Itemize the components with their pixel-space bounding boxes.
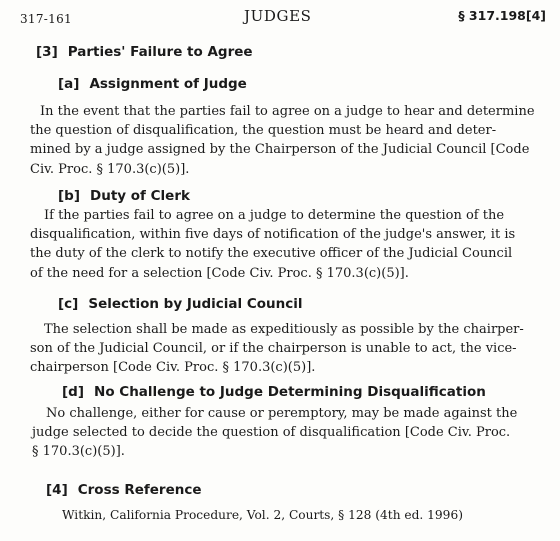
subsection-c-title: Selection by Judicial Council [88, 296, 303, 312]
section-3-title: Parties' Failure to Agree [67, 44, 253, 60]
section-3-number: [3] [36, 44, 58, 60]
section-3-heading [36, 44, 253, 60]
paragraph-line: The selection shall be made as expeditiously as possible by the chairper- [44, 322, 524, 337]
subsection-d-paragraph [32, 404, 538, 462]
cross-reference-paragraph [62, 506, 532, 525]
subsection-b-paragraph [30, 206, 538, 283]
subsection-d-title: No Challenge to Judge Determining Disqualification [94, 384, 486, 400]
cross-reference-citation: Witkin, California Procedure, Vol. 2, Courts, § 128 (4th ed. 1996) [62, 508, 463, 522]
page-number: 317-161 [20, 12, 72, 26]
paragraph-line: Civ. Proc. § 170.3(c)(5)]. [30, 161, 190, 177]
paragraph-line: disqualification, within five days of notification of the judge's answer, it is [30, 227, 516, 243]
section-4-title: Cross Reference [77, 482, 202, 498]
paragraph-line: of the need for a selection [Code Civ. Proc. § 170.3(c)(5)]. [30, 265, 409, 281]
paragraph-line: judge selected to decide the question of disqualification [Code Civ. Proc. [32, 425, 511, 441]
paragraph-line: No challenge, either for cause or peremptory, may be made against the [46, 406, 518, 421]
section-4-number: [4] [46, 482, 68, 498]
subsection-a-heading [58, 76, 247, 92]
subsection-b-heading [58, 188, 190, 204]
section-4-heading [46, 482, 202, 498]
paragraph-line: son of the Judicial Council, or if the chairperson is unable to act, the vice- [30, 341, 517, 357]
subsection-c-heading [58, 296, 303, 312]
subsection-d-heading [62, 384, 486, 400]
subsection-b-number: [b] [58, 188, 81, 204]
paragraph-line: In the event that the parties fail to agree on a judge to hear and determine [40, 104, 535, 119]
running-title: JUDGES [244, 7, 312, 25]
subsection-a-number: [a] [58, 76, 80, 92]
paragraph-line: the question of disqualification, the question must be heard and deter- [30, 123, 497, 139]
subsection-c-paragraph [30, 320, 538, 378]
paragraph-line: § 170.3(c)(5)]. [32, 444, 125, 460]
paragraph-line: the duty of the clerk to notify the executive officer of the Judicial Council [30, 246, 513, 262]
section-reference: § 317.198[4] [458, 8, 546, 23]
running-head [0, 6, 560, 30]
subsection-c-number: [c] [58, 296, 79, 312]
paragraph-line: If the parties fail to agree on a judge to determine the question of the [44, 208, 505, 223]
subsection-a-title: Assignment of Judge [89, 76, 247, 92]
subsection-a-paragraph [30, 102, 538, 179]
paragraph-line: chairperson [Code Civ. Proc. § 170.3(c)(5)]. [30, 360, 316, 376]
subsection-b-title: Duty of Clerk [90, 188, 190, 204]
subsection-d-number: [d] [62, 384, 85, 400]
paragraph-line: mined by a judge assigned by the Chairperson of the Judicial Council [Code [30, 142, 530, 158]
